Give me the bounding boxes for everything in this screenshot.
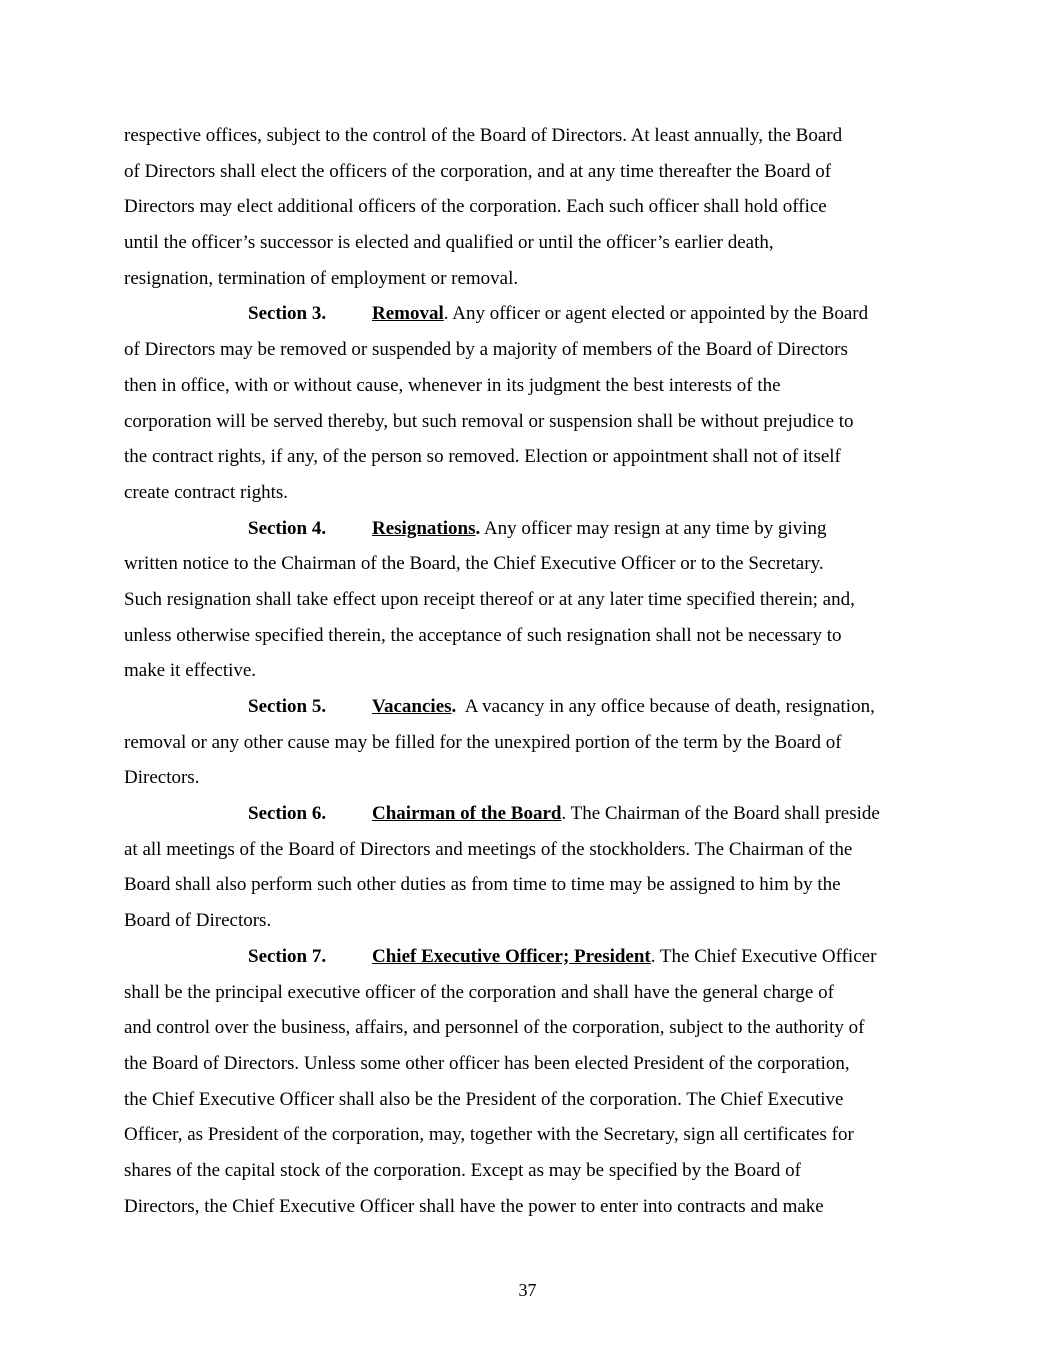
section-title: Chairman of the Board: [372, 803, 562, 825]
section-first-line-text: . The Chief Executive Officer: [650, 945, 877, 967]
section-number: Section 3.: [248, 303, 327, 325]
section-heading-line: [124, 939, 944, 975]
body-line: corporation will be served thereby, but such removal or suspension shall be without prejudice to: [124, 410, 854, 432]
body-line: written notice to the Chairman of the Board, the Chief Executive Officer or to the Secretary.: [124, 553, 824, 575]
section-title: Removal: [372, 303, 444, 325]
document-body: [124, 118, 944, 1224]
section-heading-line: [124, 796, 944, 832]
body-line: then in office, with or without cause, whenever in its judgment the best interests of the: [124, 374, 781, 396]
section-6: [124, 796, 944, 939]
body-line: Directors may elect additional officers of the corporation. Each such officer shall hold office: [124, 196, 827, 218]
page-number: 37: [518, 1280, 537, 1300]
section-first-line-text: Any officer may resign at any time by giving: [480, 517, 827, 539]
body-line: the contract rights, if any, of the person so removed. Election or appointment shall not of itself: [124, 446, 841, 468]
body-line: shall be the principal executive officer of the corporation and shall have the general charge of: [124, 981, 834, 1003]
body-line: Board of Directors.: [124, 910, 272, 932]
body-line: the Chief Executive Officer shall also be the President of the corporation. The Chief Executive: [124, 1088, 844, 1110]
body-line: Directors, the Chief Executive Officer shall have the power to enter into contracts and make: [124, 1195, 824, 1217]
body-line: Board shall also perform such other duties as from time to time may be assigned to him by the: [124, 874, 841, 896]
section-first-line-text: . Any officer or agent elected or appointed by the Board: [443, 303, 869, 325]
body-line: Officer, as President of the corporation, may, together with the Secretary, sign all certificates for: [124, 1124, 854, 1146]
section-number: Section 6.: [248, 803, 327, 825]
body-line: the Board of Directors. Unless some other officer has been elected President of the corporation,: [124, 1052, 850, 1074]
body-line: Directors.: [124, 767, 200, 789]
section-5: [124, 689, 944, 796]
body-line: removal or any other cause may be filled for the unexpired portion of the term by the Board of: [124, 731, 842, 753]
section-title-suffix: .: [451, 696, 457, 717]
body-line: at all meetings of the Board of Directors and meetings of the stockholders. The Chairman of the: [124, 838, 853, 860]
body-line: shares of the capital stock of the corporation. Except as may be specified by the Board of: [124, 1159, 801, 1181]
section-title: Resignations: [372, 517, 476, 539]
body-line: respective offices, subject to the control of the Board of Directors. At least annually, the Board: [124, 125, 843, 146]
section-heading-line: [124, 689, 944, 725]
section-heading-line: [124, 511, 944, 547]
body-line: make it effective.: [124, 660, 257, 682]
section-heading-line: [124, 296, 944, 332]
body-line: unless otherwise specified therein, the acceptance of such resignation shall not be necessary to: [124, 624, 842, 646]
body-line: create contract rights.: [124, 481, 289, 503]
section-number: Section 5.: [248, 696, 327, 717]
continuation-paragraph: [124, 118, 944, 296]
body-line: resignation, termination of employment or removal.: [124, 267, 519, 289]
section-7: [124, 939, 944, 1225]
section-title: Chief Executive Officer; President: [372, 945, 651, 967]
section-title: Vacancies: [372, 696, 452, 717]
section-first-line-text: A vacancy in any office because of death, resignation,: [456, 696, 875, 717]
section-3: [124, 296, 944, 510]
body-line: of Directors shall elect the officers of the corporation, and at any time thereafter the Board of: [124, 160, 832, 182]
body-line: until the officer’s successor is elected and qualified or until the officer’s earlier death,: [124, 232, 774, 254]
section-number: Section 4.: [248, 517, 327, 539]
section-number: Section 7.: [248, 945, 327, 967]
body-line: of Directors may be removed or suspended by a majority of members of the Board of Directors: [124, 339, 848, 361]
body-line: and control over the business, affairs, and personnel of the corporation, subject to the authority of: [124, 1017, 865, 1039]
section-title-suffix: .: [475, 517, 481, 539]
section-first-line-text: . The Chairman of the Board shall preside: [561, 803, 880, 825]
section-4: [124, 511, 944, 689]
body-line: Such resignation shall take effect upon receipt thereof or at any later time specified therein; and,: [124, 588, 855, 610]
